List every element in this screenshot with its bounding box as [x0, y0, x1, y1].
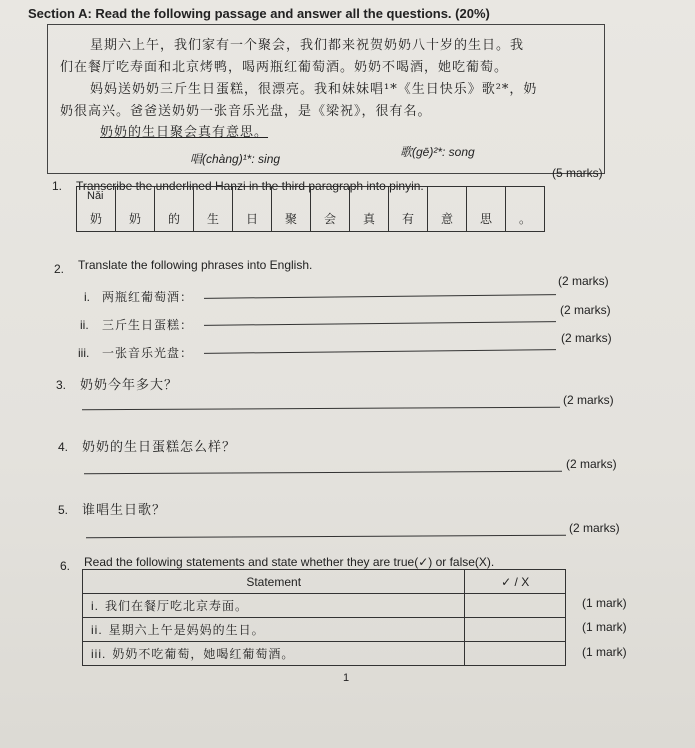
q1-text: Transcribe the underlined Hanzi in the third paragraph into pinyin.: [76, 179, 424, 193]
statement-iii: iii. 奶奶不吃葡萄，她喝红葡萄酒。: [83, 642, 465, 666]
footnote-song: 歌(gē)²*: song: [400, 145, 475, 159]
q3-text: 奶奶今年多大？: [80, 378, 179, 393]
q2-item-ii-answer-line[interactable]: [204, 321, 556, 326]
q1-number: 1.: [52, 179, 63, 193]
pinyin-cell[interactable]: [116, 187, 155, 232]
answer-cell-i[interactable]: [465, 594, 566, 618]
q3-number: 3.: [56, 378, 67, 392]
pinyin-cell[interactable]: [389, 187, 428, 232]
footnote-sing: 唱(chàng)¹*: sing: [190, 152, 281, 166]
passage-underlined-line: 奶奶的生日聚会真有意思。: [100, 125, 269, 140]
q2-item-iii-answer-line[interactable]: [204, 349, 556, 354]
q1-marks: (5 marks): [552, 166, 603, 180]
statement-ii: ii. 星期六上午是妈妈的生日。: [83, 618, 465, 642]
q6-row-i-marks: (1 mark): [582, 596, 627, 610]
passage-line-3: 妈妈送奶奶三斤生日蛋糕，很漂亮。我和妹妹唱¹*《生日快乐》歌²*，奶: [90, 82, 538, 97]
q5-number: 5.: [58, 503, 69, 517]
q2-item-i-text: 两瓶红葡萄酒：: [102, 290, 194, 304]
q6-row-iii-marks: (1 mark): [582, 645, 627, 659]
pinyin-cell[interactable]: [272, 187, 311, 232]
hanzi-char: 意: [440, 212, 453, 226]
q2-item-ii-num: ii.: [80, 318, 89, 332]
true-false-col-header: ✓ / X: [465, 570, 566, 594]
q6-row-ii-marks: (1 mark): [582, 620, 627, 634]
hanzi-char: 真: [362, 212, 375, 226]
pinyin-cell[interactable]: [506, 187, 545, 232]
q2-text: Translate the following phrases into English.: [78, 258, 313, 272]
statement-i: i. 我们在餐厅吃北京寿面。: [83, 594, 465, 618]
hanzi-char: 思: [479, 212, 492, 226]
pinyin-cell[interactable]: [77, 187, 116, 232]
q2-item-i-answer-line[interactable]: [204, 294, 556, 299]
hanzi-char: 日: [245, 212, 258, 226]
q5-answer-line[interactable]: [86, 535, 566, 539]
passage-line-4: 奶很高兴。爸爸送奶奶一张音乐光盘，是《梁祝》，很有名。: [60, 104, 432, 119]
pinyin-cell[interactable]: [311, 187, 350, 232]
pinyin-cell[interactable]: [194, 187, 233, 232]
hanzi-char: 生: [206, 212, 219, 226]
answer-cell-iii[interactable]: [465, 642, 566, 666]
table-row: [83, 618, 566, 642]
q4-marks: (2 marks): [566, 457, 617, 471]
q6-number: 6.: [60, 559, 71, 573]
passage-line-2: 们在餐厅吃寿面和北京烤鸭，喝两瓶红葡萄酒。奶奶不喝酒，她吃葡萄。: [60, 60, 509, 75]
q4-answer-line[interactable]: [84, 471, 562, 475]
pinyin-cell[interactable]: [350, 187, 389, 232]
q3-answer-line[interactable]: [82, 407, 560, 411]
hanzi-char: 的: [167, 212, 180, 226]
statement-table: [82, 569, 566, 666]
q6-text: Read the following statements and state whether they are true(✓) or false(X).: [84, 555, 495, 569]
pinyin-grid: [76, 186, 545, 232]
q2-item-iii-text: 一张音乐光盘：: [102, 346, 194, 360]
q2-item-iii-num: iii.: [78, 346, 90, 360]
pinyin-cell[interactable]: [428, 187, 467, 232]
example-pinyin: Nǎi: [87, 190, 104, 202]
pinyin-cell[interactable]: [233, 187, 272, 232]
hanzi-char: 会: [323, 212, 336, 226]
q2-item-iii-marks: (2 marks): [561, 331, 612, 345]
section-header: Section A: Read the following passage and answer all the questions. (20%): [28, 6, 490, 21]
answer-cell-ii[interactable]: [465, 618, 566, 642]
pinyin-cell[interactable]: [155, 187, 194, 232]
hanzi-char: 奶: [128, 212, 141, 226]
hanzi-char: 聚: [284, 212, 297, 226]
q3-marks: (2 marks): [563, 393, 614, 407]
q2-item-i-marks: (2 marks): [558, 274, 609, 288]
pinyin-cell[interactable]: [467, 187, 506, 232]
hanzi-char: 。: [518, 212, 531, 226]
passage-line-1: 星期六上午，我们家有一个聚会，我们都来祝贺奶奶八十岁的生日。我: [90, 38, 525, 53]
q4-number: 4.: [58, 440, 69, 454]
q5-marks: (2 marks): [569, 521, 620, 535]
q5-text: 谁唱生日歌？: [82, 503, 167, 518]
q2-item-ii-text: 三斤生日蛋糕：: [102, 318, 194, 332]
table-row: [83, 642, 566, 666]
page-number: 1: [343, 672, 350, 684]
table-row: [83, 594, 566, 618]
hanzi-char: 奶: [89, 212, 102, 226]
q4-text: 奶奶的生日蛋糕怎么样？: [82, 440, 237, 455]
q2-item-ii-marks: (2 marks): [560, 303, 611, 317]
q2-number: 2.: [54, 262, 65, 276]
q2-item-i-num: i.: [84, 290, 90, 304]
statement-col-header: Statement: [83, 570, 465, 594]
hanzi-char: 有: [401, 212, 414, 226]
